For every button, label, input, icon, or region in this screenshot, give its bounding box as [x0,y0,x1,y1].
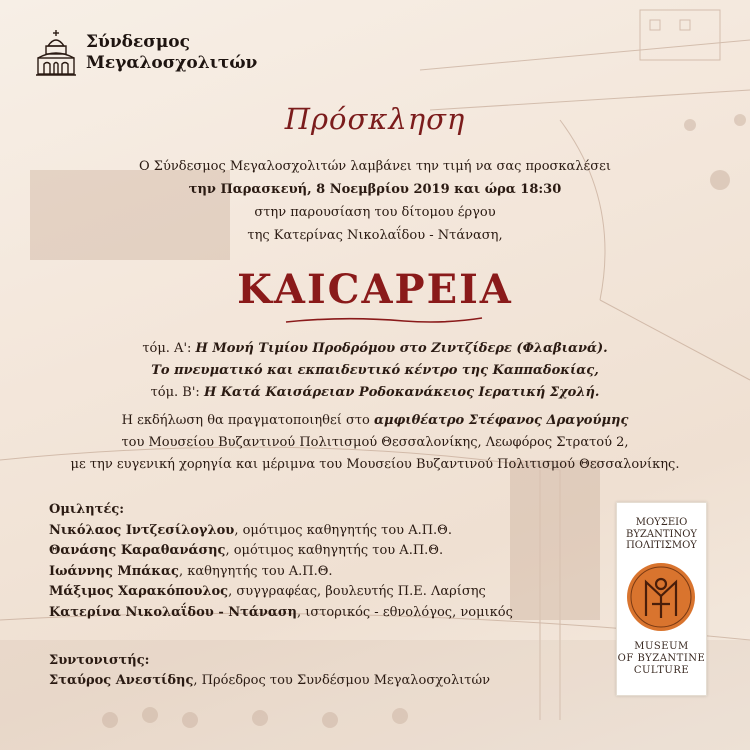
museum-name-en-2: OF BYZANTINE [617,653,706,664]
speakers-section [49,500,513,623]
association-name-line1: Σύνδεσμος [86,32,190,52]
coordinator-section [49,651,490,691]
speaker-item: Θανάσης Καραθανάσης, ομότιμος καθηγητής του Α.Π.Θ. [49,543,444,558]
event-date: την Παρασκευή, 8 Νοεμβρίου 2019 και ώρα 18:30 [188,182,562,197]
association-logo [34,28,257,78]
association-name-line2: Μεγαλοσχολιτών [86,53,258,73]
volumes-block [0,338,750,404]
title-underline-flourish [284,314,484,328]
coordinator-heading: Συντονιστής: [49,653,150,668]
invitation-title: Πρόσκληση [284,102,466,136]
book-title: ΚΑΙCΑΡΕΙΑ [237,266,513,313]
speakers-heading: Ομιλητές: [49,502,125,517]
speaker-item: Ιωάννης Μπάκας, καθηγητής του Α.Π.Θ. [49,563,333,579]
volume-a: τόμ. Α': Η Μονή Τιμίου Προδρόμου στο Ζιντζίδερε (Φλαβιανά). [142,341,608,356]
museum-seal-icon [626,562,696,632]
intro-line-1: Ο Σύνδεσμος Μεγαλοσχολιτών λαμβάνει την τιμή να σας προσκαλέσει [139,159,611,174]
event-details [0,410,750,476]
intro-line-3: στην παρουσίαση του δίτομου έργου [254,205,496,220]
event-address: του Μουσείου Βυζαντινού Πολιτισμού Θεσσαλονίκης, Λεωφόρος Στρατού 2, [121,435,629,450]
museum-logo [616,502,707,696]
event-sponsor: με την ευγενική χορηγία και μέριμνα του Μουσείου Βυζαντινού Πολιτισμού Θεσσαλονίκης. [70,457,680,472]
museum-name-en-1: MUSEUM [634,641,689,652]
church-icon [34,28,78,78]
museum-name-gr-2: ΒΥΖΑΝΤΙΝΟΥ [625,528,698,540]
coordinator-item: Σταύρος Ανεστίδης, Πρόεδρος του Συνδέσμου Μεγαλοσχολιτών [49,673,490,688]
volume-b: τόμ. Β': Η Κατά Καισάρειαν Ροδοκανάκειος Ιερατική Σχολή. [150,385,600,400]
speaker-item: Κατερίνα Νικολαΐδου - Ντάναση, ιστορικός - εθνολόγος, νομικός [49,604,513,620]
speaker-item: Νικόλαος Ιντζεσίλογλου, ομότιμος καθηγητής του Α.Π.Θ. [49,522,452,538]
event-venue: Η εκδήλωση θα πραγματοποιηθεί στο αμφιθέατρο Στέφανος Δραγούμης [121,413,629,428]
intro-paragraph [0,155,750,247]
intro-line-4: της Κατερίνας Νικολαΐδου - Ντάναση, [247,228,503,243]
museum-name-en-3: CULTURE [633,665,690,676]
speaker-item: Μάξιμος Χαρακόπουλος, συγγραφέας, βουλευτής Π.Ε. Λαρίσης [49,584,486,599]
museum-name-gr-1: ΜΟΥΣΕΙΟ [635,517,688,528]
volume-a-subtitle: Το πνευματικό και εκπαιδευτικό κέντρο της Καππαδοκίας, [151,363,599,378]
museum-name-gr-3: ΠΟΛΙΤΙΣΜΟΥ [626,540,697,551]
